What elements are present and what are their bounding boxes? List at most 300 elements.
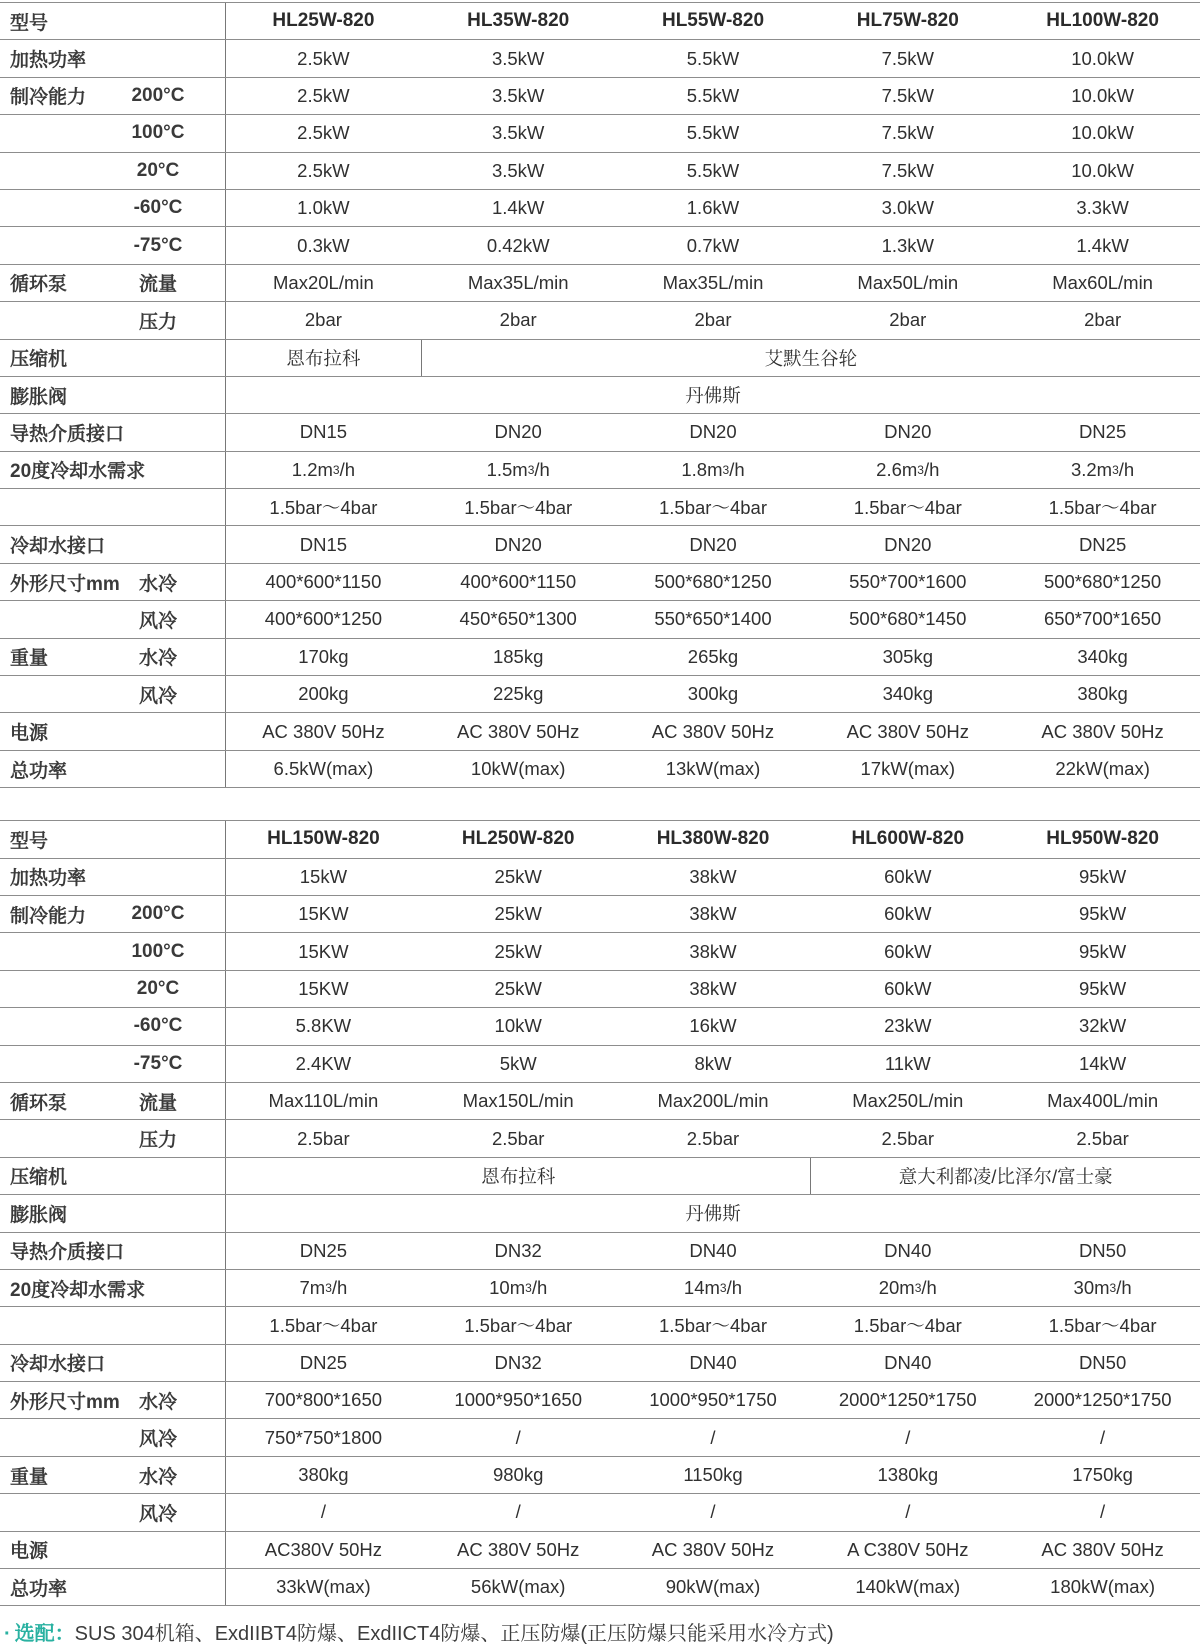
value-cell: 32kW [1078,1015,1127,1037]
value-cell: 1150kg [683,1464,743,1486]
spec-row [0,190,1200,227]
value-cell: 5.5kW [686,47,740,69]
spec-row [0,340,1200,377]
spec-row [0,115,1200,152]
row-label-cell [0,489,226,525]
spec-row [0,302,1200,339]
spec-row [0,1457,1200,1494]
value-cell: 7.5kW [881,159,934,181]
row-sublabel: 水冷 [138,1466,177,1488]
value-cell: DN50 [1078,1351,1127,1373]
row-label-cell [0,190,226,226]
model-name: HL950W-820 [1046,828,1159,850]
value-cell: 38kW [689,903,737,925]
spec-row [0,414,1200,451]
value-cell: 7.5kW [881,122,934,144]
row-label-cell [0,340,226,376]
value-cell: DN25 [299,1351,348,1373]
value-cell: 2.5kW [297,159,350,181]
value-cell: DN40 [884,1239,932,1261]
value-cell: 1.5bar～4bar [464,497,573,519]
value-cell: 1.2m 3 /h [291,458,356,480]
value-cell: 1.8m 3 /h [681,458,745,480]
row-label-cell [0,564,226,600]
value-cell: AC 380V 50Hz [846,720,969,742]
value-cell: 3.2m 3 /h [1070,458,1135,480]
spec-row [0,1120,1200,1157]
value-cell: AC 380V 50Hz [457,1538,580,1560]
footnote-label: 选配： [14,1623,75,1646]
value-cell: 1.5bar～4bar [853,1315,962,1337]
model-header-label: 型号 [10,830,49,852]
value-cell: 13kW(max) [665,758,761,779]
value-cell: 60kW [884,977,932,999]
span-value-cell: 意大利都凌/比泽尔/富士豪 [810,1158,1200,1194]
value-cell: 185kg [492,645,544,667]
row-label-cell [0,1195,226,1231]
value-cell: 500*680*1250 [1043,571,1162,593]
spec-row [0,1307,1200,1344]
value-cell: DN40 [689,1351,737,1373]
value-cell: 0.7kW [686,234,740,256]
value-cell: 265kg [687,645,739,667]
value-cell: 1.5bar～4bar [269,1315,378,1337]
superscript-3: 3 [719,1281,727,1296]
value-cell: 3.5kW [491,84,545,106]
row-sublabel: 风冷 [138,685,177,707]
spec-row [0,227,1200,264]
row-sublabel: 100°C [131,940,185,962]
value-cell: Max60L/min [1052,271,1153,293]
value-cell: 180kW(max) [1050,1576,1156,1598]
row-label-cell [0,1083,226,1119]
row-sublabel: 流量 [138,1092,177,1114]
value-cell: 7.5kW [881,47,934,69]
spec-row [0,452,1200,489]
value-cell: 3.5kW [491,47,545,69]
value-cell: AC380V 50Hz [264,1538,383,1560]
value-cell: 500*680*1250 [654,571,772,593]
row-sublabel: 压力 [138,1130,177,1152]
value-cell: 1.4kW [1076,234,1129,256]
value-cell: 33kW(max) [276,1576,371,1598]
value-cell: DN20 [884,533,932,555]
value-cell: DN25 [299,1239,348,1261]
value-cell: 60kW [884,865,932,887]
spec-row [0,1382,1200,1419]
row-sublabel: 风冷 [138,1503,177,1525]
row-label: 冷却水接口 [10,536,106,558]
row-label: 总功率 [10,760,68,782]
value-cell: 2000*1250*1750 [1033,1389,1172,1411]
value-cell: 3.5kW [491,159,545,181]
value-cell: 60kW [884,940,932,962]
spec-row [0,40,1200,77]
value-cell: DN20 [689,533,737,555]
value-cell: DN32 [494,1239,542,1261]
spec-row [0,601,1200,638]
value-cell: 95kW [1078,940,1127,962]
value-cell: Max20L/min [273,271,374,293]
row-label-cell [0,859,226,895]
spec-row [0,1158,1200,1195]
row-label: 重量 [10,1466,49,1488]
value-cell: 2.5kW [297,122,350,144]
superscript-3: 3 [325,1281,332,1296]
model-name: HL600W-820 [851,828,965,850]
value-cell: / [1100,1501,1106,1523]
value-cell: 1380kg [877,1464,939,1486]
value-cell: / [710,1501,716,1523]
spec-row [0,1233,1200,1270]
value-cell: 7m 3 /h [299,1277,348,1299]
value-cell: AC 380V 50Hz [262,720,385,742]
spec-row [0,1083,1200,1120]
value-cell: DN20 [884,421,932,443]
model-name: HL150W-820 [267,828,380,850]
row-label: 导热介质接口 [10,423,125,445]
value-cell: DN50 [1078,1239,1127,1261]
value-cell: 3.3kW [1076,197,1129,219]
value-cell: 25kW [494,865,542,887]
value-cell: 2bar [694,309,732,331]
row-label-cell [0,153,226,189]
spec-row [0,713,1200,750]
value-cell: 300kg [687,683,739,705]
row-label-cell [0,821,226,857]
value-cell: Max400L/min [1047,1090,1159,1112]
value-cell: 15KW [298,903,349,925]
row-label: 循环泵 [10,1092,68,1114]
value-cell: 2.5bar [881,1127,935,1149]
spec-table-2 [0,820,1200,1606]
value-cell: 1.4kW [491,197,545,219]
value-cell: AC 380V 50Hz [1041,720,1164,742]
superscript-3: 3 [1112,462,1119,477]
row-label-cell [0,639,226,675]
value-cell: 1.5bar～4bar [659,1315,767,1337]
spec-row [0,377,1200,414]
value-cell: Max35L/min [467,271,569,293]
spec-row [0,676,1200,713]
row-label-cell [0,414,226,450]
value-cell: 10.0kW [1071,47,1134,69]
row-label: 制冷能力 [10,87,87,109]
value-cell: DN15 [299,533,348,555]
row-sublabel: 水冷 [138,1391,177,1413]
spec-row [0,1419,1200,1456]
row-label: 20度冷却水需求 [10,461,146,483]
value-cell: 1.3kW [881,234,934,256]
row-sublabel: 压力 [138,311,177,333]
value-cell: 2.6m 3 /h [876,458,940,480]
span-value-cell: 恩布拉科 [481,1165,556,1187]
value-cell: 30m 3 /h [1073,1277,1132,1299]
value-cell: 1.5bar～4bar [269,497,378,519]
row-label-cell [0,1345,226,1381]
value-cell: 1.5bar～4bar [1048,497,1157,519]
row-label: 膨胀阀 [10,386,68,408]
value-cell: / [320,1501,326,1523]
value-cell: 5.8KW [295,1015,352,1037]
value-cell: DN20 [494,533,542,555]
value-cell: 400*600*1250 [264,608,383,630]
value-cell: / [905,1501,911,1523]
row-sublabel: 水冷 [138,648,177,670]
row-label-cell [0,1532,226,1568]
row-label: 外形尺寸mm [10,573,120,595]
row-label-cell [0,1569,226,1605]
value-cell: Max35L/min [662,271,764,293]
value-cell: 2bar [304,309,342,331]
value-cell: 2.4KW [295,1052,352,1074]
value-cell: Max50L/min [857,271,959,293]
row-label: 压缩机 [10,1167,68,1189]
superscript-3: 3 [917,462,924,477]
value-cell: 2.5bar [297,1127,350,1149]
span-value-cell: 艾默生谷轮 [421,340,1200,376]
spec-row [0,1494,1200,1531]
row-label-cell [0,751,226,787]
row-label: 重量 [10,648,49,670]
row-label-cell [0,713,226,749]
value-cell: 1.6kW [686,197,740,219]
spec-row [0,933,1200,970]
value-cell: / [1100,1426,1106,1448]
spec-row [0,896,1200,933]
spec-row [0,1046,1200,1083]
value-cell: 8kW [694,1052,732,1074]
superscript-3: 3 [527,462,535,477]
value-cell: 95kW [1078,903,1127,925]
row-label-cell [0,1457,226,1493]
value-cell: 5kW [499,1052,537,1074]
value-cell: 0.3kW [297,234,350,256]
value-cell: 1.5bar～4bar [853,497,962,519]
span-value-cell: 丹佛斯 [685,385,741,407]
row-label-cell [0,1158,226,1194]
model-name: HL250W-820 [461,828,575,850]
row-label: 总功率 [10,1578,68,1600]
row-label-cell [0,1307,226,1343]
row-label-cell [0,1270,226,1306]
value-cell: 10m 3 /h [489,1277,548,1299]
value-cell: 140kW(max) [855,1576,961,1598]
superscript-3: 3 [722,462,730,477]
row-sublabel: 200°C [131,84,185,106]
row-label-cell [0,265,226,301]
model-name: HL75W-820 [856,10,959,32]
value-cell: 225kg [492,683,544,705]
value-cell: 380kg [1077,683,1128,705]
value-cell: 400*600*1150 [265,571,382,593]
value-cell: 3.0kW [881,197,934,219]
value-cell: 15KW [298,940,349,962]
value-cell: 340kg [1077,645,1128,667]
value-cell: / [710,1426,716,1448]
value-cell: 0.42kW [486,234,550,256]
row-label-cell [0,1008,226,1044]
superscript-3: 3 [914,1281,922,1296]
row-label-cell [0,1120,226,1156]
spec-table-1 [0,2,1200,788]
row-label-cell [0,1494,226,1530]
value-cell: 340kg [882,683,933,705]
row-label-cell [0,526,226,562]
value-cell: 56kW(max) [470,1576,566,1598]
row-label-cell [0,1046,226,1082]
row-label: 压缩机 [10,349,68,371]
value-cell: 16kW [689,1015,737,1037]
row-label-cell [0,676,226,712]
value-cell: 2.5kW [297,47,350,69]
spec-row [0,1569,1200,1606]
value-cell: / [515,1426,521,1448]
value-cell: 2bar [889,309,927,331]
row-label: 加热功率 [10,868,87,890]
value-cell: 2.5bar [686,1127,740,1149]
value-cell: 170kg [298,645,349,667]
row-label-cell [0,40,226,76]
spec-row [0,1345,1200,1382]
model-header-label: 型号 [10,12,49,34]
value-cell: 305kg [882,645,933,667]
spec-row [0,1270,1200,1307]
row-label-cell [0,452,226,488]
value-cell: 10.0kW [1071,84,1134,106]
value-cell: 5.5kW [686,84,740,106]
row-sublabel: 风冷 [138,610,177,632]
value-cell: 20m 3 /h [878,1277,937,1299]
value-cell: DN32 [494,1351,542,1373]
row-label-cell [0,302,226,338]
value-cell: 60kW [884,903,932,925]
value-cell: 2.5bar [1076,1127,1129,1149]
value-cell: 10kW [494,1015,542,1037]
value-cell: 23kW [884,1015,932,1037]
value-cell: / [905,1426,911,1448]
spec-row [0,859,1200,896]
superscript-3: 3 [332,462,340,477]
row-label: 循环泵 [10,274,68,296]
value-cell: 380kg [298,1464,349,1486]
spec-row [0,78,1200,115]
value-cell: AC 380V 50Hz [651,720,775,742]
value-cell: 25kW [494,940,542,962]
value-cell: 1.5bar～4bar [659,497,767,519]
value-cell: AC 380V 50Hz [651,1538,775,1560]
row-sublabel: 20°C [136,159,180,181]
row-label: 电源 [10,723,49,745]
value-cell: 500*680*1450 [849,608,967,630]
spec-row [0,1532,1200,1569]
model-name: HL35W-820 [467,10,570,32]
value-cell: 550*700*1600 [849,571,967,593]
value-cell: 2bar [1084,309,1122,331]
value-cell: 200kg [298,683,349,705]
row-label: 导热介质接口 [10,1242,125,1264]
value-cell: 22kW(max) [1055,758,1150,779]
value-cell: 10.0kW [1071,159,1134,181]
value-cell: 11kW [884,1052,931,1074]
value-cell: / [515,1501,521,1523]
value-cell: AC 380V 50Hz [457,720,580,742]
row-sublabel: -75°C [133,234,183,256]
value-cell: 14kW [1078,1052,1127,1074]
row-label: 电源 [10,1541,49,1563]
row-label-cell [0,601,226,637]
value-cell: 7.5kW [881,84,934,106]
value-cell: Max150L/min [462,1090,574,1112]
spec-row [0,751,1200,788]
value-cell: AC 380V 50Hz [1041,1538,1164,1560]
row-sublabel: -75°C [133,1052,183,1074]
row-label: 制冷能力 [10,905,87,927]
row-label-cell [0,933,226,969]
row-sublabel: -60°C [133,197,183,219]
value-cell: 2bar [499,309,537,331]
value-cell: 1000*950*1650 [454,1389,582,1411]
value-cell: 5.5kW [686,122,740,144]
value-cell: 38kW [689,940,737,962]
superscript-3: 3 [525,1281,532,1296]
row-label-cell [0,1233,226,1269]
value-cell: DN15 [299,421,348,443]
value-cell: DN40 [689,1239,737,1261]
row-label-cell [0,1419,226,1455]
row-label-cell [0,971,226,1007]
value-cell: 750*750*1800 [264,1426,383,1448]
spec-row [0,564,1200,601]
spec-row [0,526,1200,563]
row-label-cell [0,1382,226,1418]
row-label-cell [0,115,226,151]
row-label: 膨胀阀 [10,1204,68,1226]
value-cell: 15KW [298,977,349,999]
footnote-bullet: · [4,1623,11,1646]
value-cell: 6.5kW(max) [273,758,374,779]
value-cell: 38kW [689,977,737,999]
row-label-cell [0,227,226,263]
row-label: 冷却水接口 [10,1354,106,1376]
spec-row [0,971,1200,1008]
value-cell: 5.5kW [686,159,740,181]
row-label-cell [0,896,226,932]
spec-row [0,153,1200,190]
model-name: HL100W-820 [1046,10,1159,32]
span-value-cell: 丹佛斯 [685,1203,741,1225]
row-label: 外形尺寸mm [10,1391,120,1413]
row-sublabel: 水冷 [138,573,177,595]
value-cell: 2000*1250*1750 [838,1389,977,1411]
value-cell: 1.0kW [297,197,350,219]
value-cell: 400*600*1150 [460,571,577,593]
spec-row [0,639,1200,676]
row-sublabel: 100°C [131,122,185,144]
value-cell: A C380V 50Hz [847,1538,969,1560]
value-cell: 1.5m 3 /h [486,458,550,480]
value-cell: Max200L/min [657,1090,769,1112]
row-sublabel: 流量 [138,274,177,296]
value-cell: 10kW(max) [470,758,566,779]
value-cell: 17kW(max) [860,758,956,779]
value-cell: 2.5bar [491,1127,545,1149]
value-cell: 1750kg [1072,1464,1133,1486]
spec-row [0,489,1200,526]
row-sublabel: 风冷 [138,1429,177,1451]
value-cell: DN20 [689,421,737,443]
row-sublabel: -60°C [133,1015,183,1037]
